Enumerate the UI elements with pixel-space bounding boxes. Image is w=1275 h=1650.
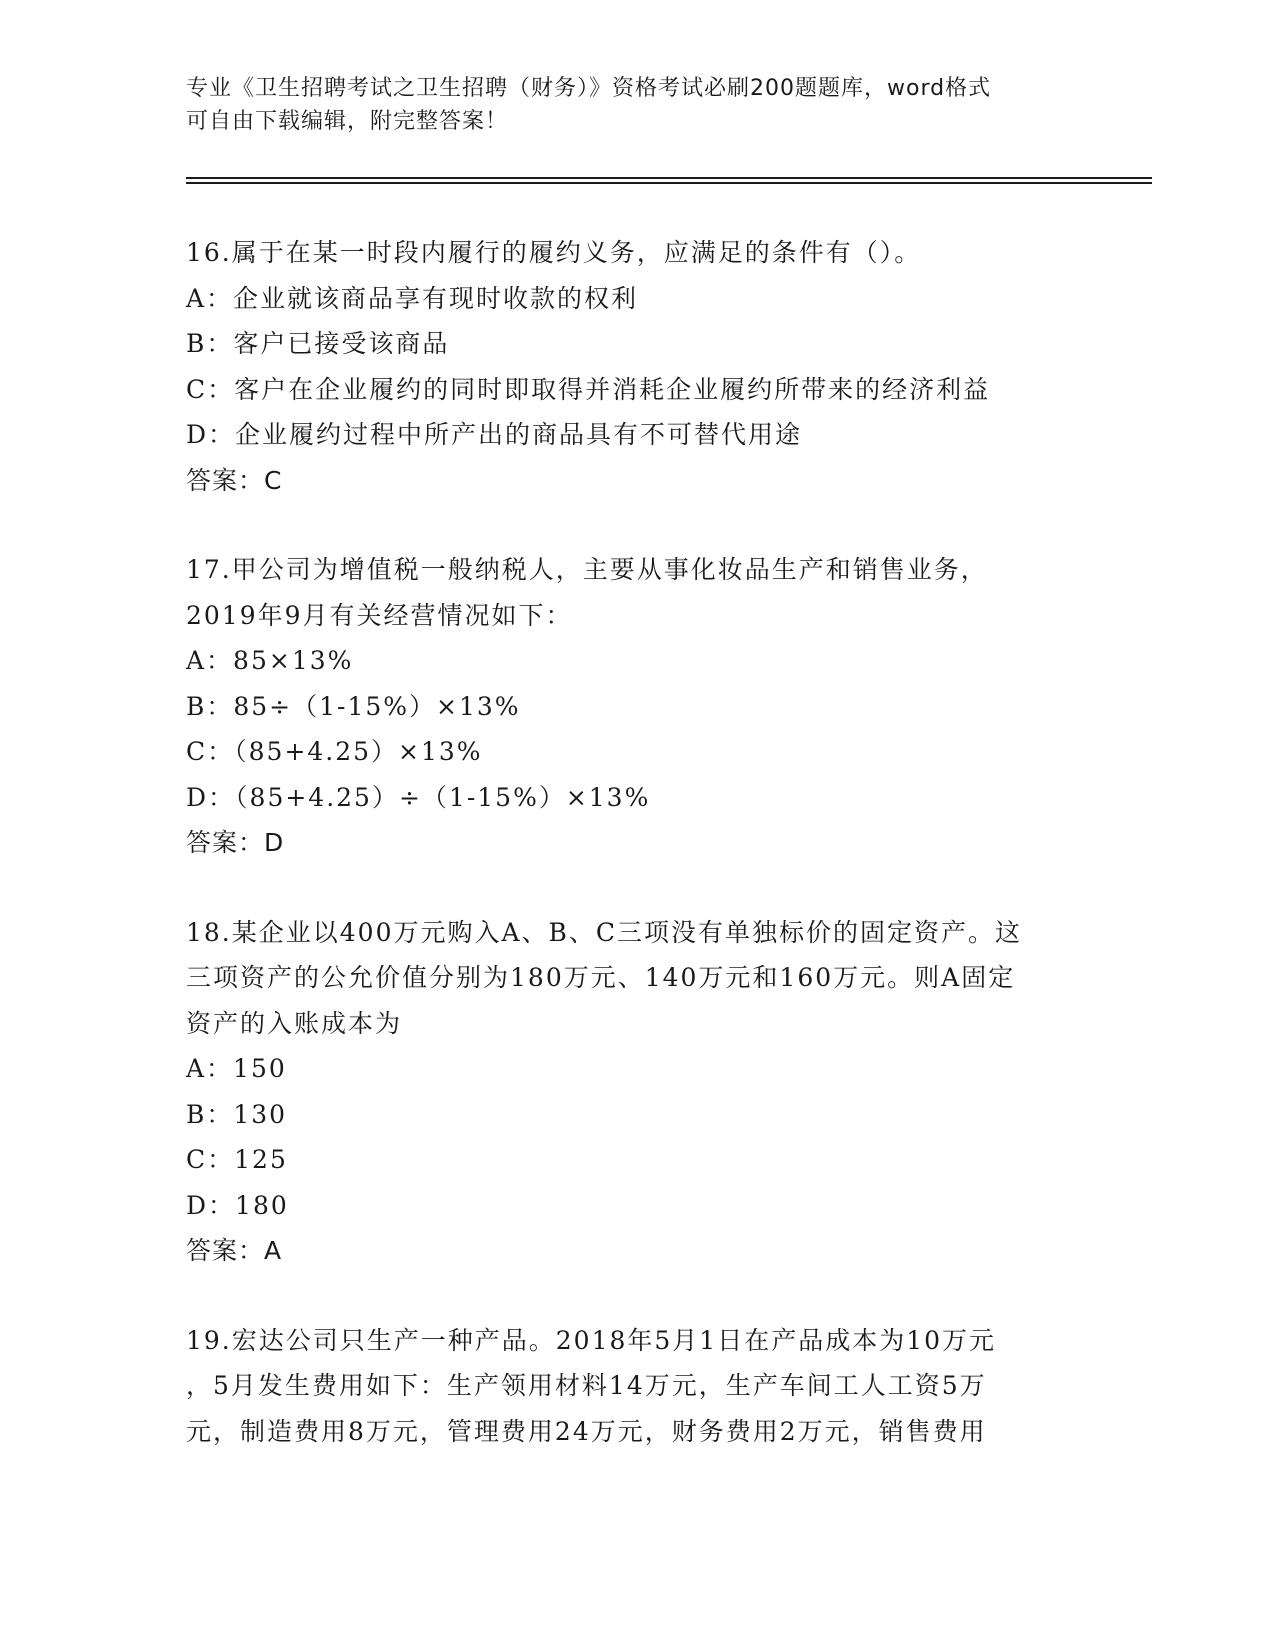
question-16 xyxy=(186,230,1086,503)
document-header xyxy=(186,72,1066,138)
option-a: A：企业就该商品享有现时收款的权利 xyxy=(186,283,639,313)
question-stem: 元，制造费用8万元，管理费用24万元，财务费用2万元，销售费用 xyxy=(186,1416,987,1446)
answer-line: 答案：C xyxy=(186,465,283,495)
header-divider-bottom xyxy=(186,182,1152,184)
question-spacer xyxy=(186,503,1086,547)
question-stem: 16.属于在某一时段内履行的履约义务，应满足的条件有（）。 xyxy=(186,238,922,267)
header-divider-top xyxy=(186,177,1152,179)
option-c: C：客户在企业履约的同时即取得并消耗企业履约所带来的经济利益 xyxy=(186,374,991,404)
question-spacer xyxy=(186,866,1086,910)
question-stem: 三项资产的公允价值分别为180万元、140万元和160万元。则A固定 xyxy=(186,963,1016,992)
question-stem: 18.某企业以400万元购入A、B、C三项没有单独标价的固定资产。这 xyxy=(186,917,1023,947)
answer-line: 答案：A xyxy=(186,1236,283,1265)
option-c: C：（85+4.25）×13% xyxy=(186,737,483,766)
option-d: D：（85+4.25）÷（1-15%）×13% xyxy=(186,782,651,812)
option-c: C：125 xyxy=(186,1145,288,1174)
question-stem: 资产的入账成本为 xyxy=(186,1008,403,1038)
option-b: B：客户已接受该商品 xyxy=(186,329,450,358)
question-stem: 2019年9月有关经营情况如下： xyxy=(186,600,573,630)
option-d: D：企业履约过程中所产出的商品具有不可替代用途 xyxy=(186,420,803,449)
option-b: B：85÷（1-15%）×13% xyxy=(186,691,521,721)
question-stem: 17.甲公司为增值税一般纳税人，主要从事化妆品生产和销售业务， xyxy=(186,555,988,584)
question-list xyxy=(186,230,1086,1454)
answer-line: 答案：D xyxy=(186,828,285,857)
question-stem: 19.宏达公司只生产一种产品。2018年5月1日在产品成本为10万元 xyxy=(186,1325,997,1355)
option-b: B：130 xyxy=(186,1099,288,1129)
header-title-line-2: 可自由下载编辑，附完整答案！ xyxy=(186,109,509,134)
option-a: A：85×13% xyxy=(186,646,354,675)
question-17 xyxy=(186,547,1086,866)
question-19 xyxy=(186,1318,1086,1455)
question-stem: ，5月发生费用如下：生产领用材料14万元，生产车间工人工资5万 xyxy=(186,1371,987,1400)
question-spacer xyxy=(186,1274,1086,1318)
question-18 xyxy=(186,910,1086,1274)
option-a: A：150 xyxy=(186,1054,287,1083)
header-title-line-1: 专业《卫生招聘考试之卫生招聘（财务）》资格考试必刷200题题库，word格式 xyxy=(186,76,992,101)
option-d: D：180 xyxy=(186,1190,289,1220)
